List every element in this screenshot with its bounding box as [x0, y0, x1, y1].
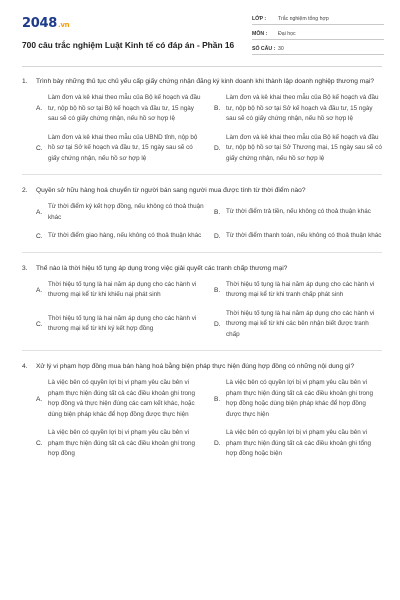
meta-value: Đại học	[278, 31, 296, 37]
meta-value: 30	[278, 46, 284, 52]
answer-letter: A.	[36, 395, 43, 403]
answer-option-b[interactable]	[214, 280, 382, 301]
answer-text: Từ thời điểm ký kết hợp đồng, nếu không có thoả thuận khác	[48, 203, 204, 221]
answer-text: Thời hiệu tố tụng là hai năm áp dụng cho các hành vi thương mại kể từ khi các bên nhận biết được tranh chấp	[226, 309, 375, 338]
answer-text: Là việc bên có quyền lợi bị vi phạm yêu cầu bên vi phạm thực hiện đúng tất cả các điều khoản ghi trong hợp đồng	[48, 429, 196, 457]
answer-text: Làm đơn và kê khai theo mẫu của Bộ kế hoạch và đầu tư, nộp bộ hồ sơ tại Sở kế hoạch và đầu tư, 15 ngày sau sẽ có giấy chứng nhận, nếu hồ sơ hợp lệ	[226, 94, 379, 122]
header-divider	[22, 66, 382, 67]
question-number: 3.	[22, 264, 28, 272]
answer-option-d[interactable]	[214, 309, 382, 341]
answer-option-c[interactable]	[36, 231, 204, 242]
answer-letter: B.	[214, 286, 221, 294]
meta-key: SỐ CÂU :	[252, 46, 276, 52]
answer-text: Từ thời điểm giao hàng, nếu không có thoả thuận khác	[48, 232, 202, 239]
answer-text: Thời hiệu tố tụng là hai năm áp dụng cho các hành vi thương mại kể từ khi tranh chấp phát sinh	[226, 280, 375, 298]
meta-value: Trắc nghiệm tổng hợp	[278, 16, 329, 22]
answer-letter: B.	[214, 105, 221, 113]
logo-number: 2048	[22, 16, 57, 31]
question-4	[22, 361, 382, 460]
answer-letter: D.	[214, 440, 221, 448]
question-1	[22, 76, 382, 164]
meta-row-count	[252, 40, 384, 55]
answer-option-c[interactable]	[36, 428, 204, 460]
page-header	[22, 10, 382, 60]
answer-text: Làm đơn và kê khai theo mẫu của Bộ kế hoạch và đầu tư, nộp bộ hồ sơ tại Bộ kế hoạch và đầu tư, 15 ngày sau sẽ có giấy chứng nhận, nếu hồ sơ hợp lệ	[48, 94, 201, 122]
meta-key: LỚP :	[252, 16, 267, 22]
answer-letter: D.	[214, 144, 221, 152]
question-divider	[22, 174, 382, 175]
site-logo[interactable]	[22, 16, 69, 31]
answer-letter: C.	[36, 320, 43, 328]
answer-letter: C.	[36, 440, 43, 448]
question-number: 1.	[22, 78, 28, 85]
answer-letter: C.	[36, 144, 43, 152]
meta-row-class	[252, 10, 384, 25]
question-list	[22, 76, 382, 470]
answer-letter: B.	[214, 395, 221, 403]
question-3	[22, 263, 382, 341]
answer-letter: B.	[214, 209, 221, 216]
question-text: Thế nào là thời hiệu tố tụng áp dụng trong việc giải quyết các tranh chấp thương mại?	[36, 264, 288, 272]
answer-letter: D.	[214, 232, 221, 240]
answer-option-d[interactable]	[214, 133, 382, 165]
answer-option-d[interactable]	[214, 428, 382, 460]
document-title: 700 câu trắc nghiệm Luật Kinh tế có đáp án - Phần 16	[22, 40, 235, 50]
answer-text: Làm đơn và kê khai theo mẫu của Bộ kế hoạch và đầu tư, nộp bộ hồ sơ tại Sở Thương mại, 15 ngày sau sẽ có giấy chứng nhận, nếu hồ sơ hợp lệ	[226, 133, 382, 162]
answer-letter: D.	[214, 320, 221, 328]
meta-key: MÔN :	[252, 31, 268, 37]
answer-letter: A.	[36, 209, 43, 216]
answer-text: Làm đơn và kê khai theo mẫu của UBND tỉnh, nộp bộ hồ sơ tại Sở kế hoạch và đầu tư, 15 ngày sau sẽ có giấy chứng nhận, nếu hồ sơ hợp lệ	[48, 133, 198, 162]
question-text: Trình bày những thủ tục chủ yếu cấp giấy chứng nhận đăng ký kinh doanh khi thành lập doanh nghiệp thương mại?	[36, 78, 375, 85]
question-divider	[22, 350, 382, 351]
answer-option-b[interactable]	[214, 93, 382, 125]
meta-info	[252, 10, 384, 55]
answer-text: Từ thời điểm trả tiền, nếu không có thoả thuận khác	[226, 208, 371, 216]
question-number: 2.	[22, 187, 28, 194]
answer-option-a[interactable]	[36, 378, 204, 420]
answer-text: Thời hiệu tố tụng là hai năm áp dụng cho các hành vi thương mại kể từ khi khiếu nại phát sinh	[48, 280, 197, 298]
question-divider	[22, 252, 382, 253]
question-text: Quyền sở hữu hàng hoá chuyển từ người bán sang người mua được tính từ thời điểm nào?	[36, 187, 306, 194]
answer-option-b[interactable]	[214, 202, 382, 223]
answer-letter: A.	[36, 286, 43, 294]
question-number: 4.	[22, 363, 28, 370]
answer-option-c[interactable]	[36, 309, 204, 341]
meta-row-subject	[252, 25, 384, 40]
answer-text: Là việc bên có quyền lợi bị vi phạm yêu cầu bên vi phạm thực hiện đúng tất cả các điều khoản ghi tổng hợp đồng hoặc biện	[226, 429, 371, 457]
answer-text: Là việc bên có quyền lợi bị vi phạm yêu cầu bên vi phạm thực hiện đúng tất cả các điều khoản ghi trong hợp đồng hoặc dùng biện pháp khác để hợp đồng được thực hiện	[226, 379, 374, 418]
answer-letter: A.	[36, 105, 43, 113]
question-text: Xử lý vi phạm hợp đồng mua bán hàng hoá bằng biện pháp thực hiện đúng hợp đồng có những nội dung gì?	[36, 363, 355, 370]
logo-suffix: .vn	[57, 21, 70, 29]
answer-option-a[interactable]	[36, 93, 204, 125]
question-2	[22, 185, 382, 242]
answer-text: Là việc bên có quyền lợi bị vi phạm yêu cầu bên vi phạm thực hiện đúng tất cả các điều khoản ghi trong hợp đồng và thực hiện đúng các cam kết khác, hoặc dùng biện pháp khác để hợp đồng được thực hiện	[48, 379, 196, 418]
answer-option-a[interactable]	[36, 202, 204, 223]
answer-text: Thời hiệu tố tụng là hai năm áp dụng cho các hành vi thương mại kể từ khi ký kết hợp đồng	[48, 314, 197, 333]
answer-option-a[interactable]	[36, 280, 204, 301]
answer-option-b[interactable]	[214, 378, 382, 420]
answer-option-c[interactable]	[36, 133, 204, 165]
answer-option-d[interactable]	[214, 231, 382, 242]
answer-text: Từ thời điểm thanh toán, nếu không có thoả thuận khác	[226, 232, 382, 239]
answer-letter: C.	[36, 232, 43, 240]
